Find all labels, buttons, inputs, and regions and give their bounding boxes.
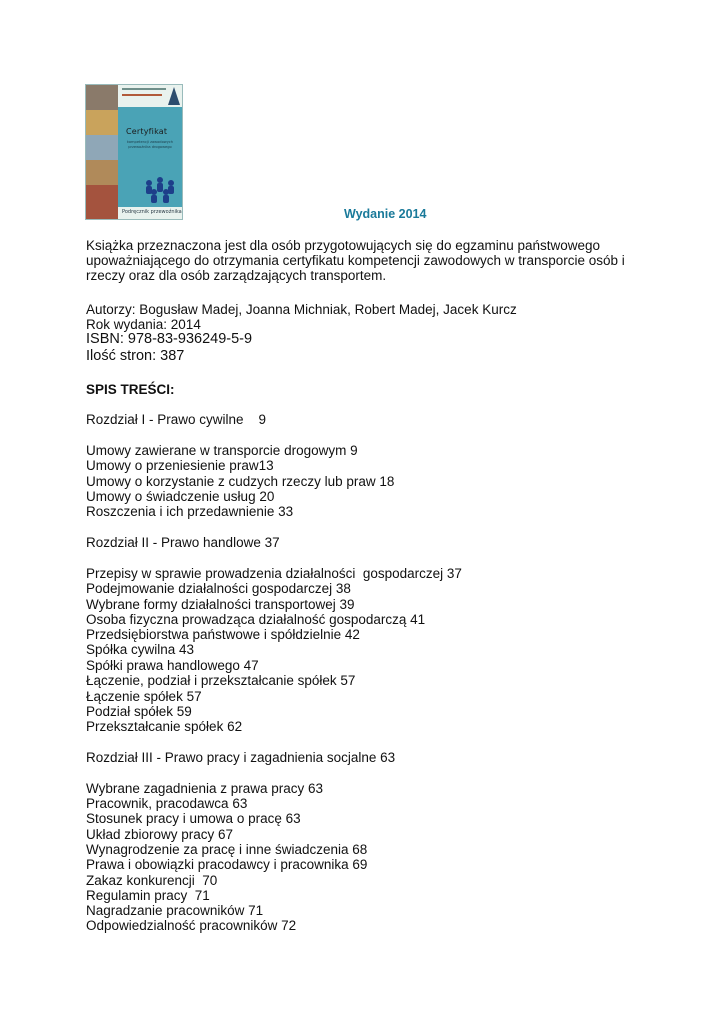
page-count: Ilość stron: 387 [86, 348, 185, 364]
toc-item: Przedsiębiorstwa państwowe i spółdzielnie 42 [86, 627, 360, 642]
toc-item: Spółka cywilna 43 [86, 642, 195, 657]
toc-title: SPIS TREŚCI: [86, 382, 175, 397]
toc-item: Odpowiedzialność pracowników 72 [86, 918, 297, 933]
toc-item: Stosunek pracy i umowa o pracę 63 [86, 811, 301, 826]
isbn: ISBN: 978-83-936249-5-9 [86, 331, 253, 347]
publication-year: Rok wydania: 2014 [86, 317, 201, 332]
cover-photo-strip [86, 185, 118, 219]
toc-item: Łączenie spółek 57 [86, 689, 202, 704]
cover-subtitle: kompetencji zawodowych przewoźnika drogowego [126, 140, 174, 149]
cover-footer-label: Podręcznik przewoźnika [122, 209, 182, 215]
chapter-title: Rozdział II - Prawo handlowe 37 [86, 535, 280, 550]
cover-publisher-line [122, 88, 166, 90]
toc-item: Wybrane zagadnienia z prawa pracy 63 [86, 781, 324, 796]
toc-item: Przepisy w sprawie prowadzenia działalności gospodarczej 37 [86, 566, 462, 581]
cover-publisher-line [122, 94, 162, 96]
toc-item: Łączenie, podział i przekształcanie spółek 57 [86, 673, 356, 688]
toc-item: Układ zbiorowy pracy 67 [86, 827, 234, 842]
cover-footer-band [118, 207, 182, 219]
description-line: upoważniającego do otrzymania certyfikatu kompetencji zawodowych w transporcie osób i [86, 253, 625, 268]
toc-item: Wybrane formy działalności transportowej 39 [86, 597, 355, 612]
toc-item: Wynagrodzenie za pracę i inne świadczenia 68 [86, 842, 368, 857]
toc-item: Roszczenia i ich przedawnienie 33 [86, 504, 294, 519]
toc-item: Przekształcanie spółek 62 [86, 719, 243, 734]
toc-item: Prawa i obowiązki pracodawcy i pracownika 69 [86, 857, 368, 872]
toc-item: Nagradzanie pracowników 71 [86, 903, 264, 918]
toc-item: Spółki prawa handlowego 47 [86, 658, 259, 673]
cover-title: Certyfikat [126, 127, 168, 136]
toc-item: Umowy o korzystanie z cudzych rzeczy lub praw 18 [86, 474, 395, 489]
chapter-title: Rozdział I - Prawo cywilne 9 [86, 412, 267, 427]
chapter-title: Rozdział III - Prawo pracy i zagadnienia socjalne 63 [86, 750, 396, 765]
toc-item: Pracownik, pracodawca 63 [86, 796, 248, 811]
description-line: Książka przeznaczona jest dla osób przygotowujących się do egzaminu państwowego [86, 238, 601, 253]
authors: Autorzy: Bogusław Madej, Joanna Michniak, Robert Madej, Jacek Kurcz [86, 302, 517, 317]
description-line: rzeczy oraz dla osób zarządzających transportem. [86, 268, 387, 283]
toc-item: Umowy zawierane w transporcie drogowym 9 [86, 443, 358, 458]
cover-photo-strip [86, 135, 118, 160]
toc-item: Zakaz konkurencji 70 [86, 873, 218, 888]
cover-photo-strip [86, 110, 118, 135]
book-cover-image [86, 85, 182, 219]
cover-photo-strip [86, 85, 118, 110]
cover-photo-strip [86, 160, 118, 185]
toc-item: Podejmowanie działalności gospodarczej 38 [86, 581, 351, 596]
edition-label: Wydanie 2014 [344, 207, 427, 221]
toc-item: Osoba fizyczna prowadząca działalność gospodarczą 41 [86, 612, 426, 627]
toc-item: Umowy o przeniesienie praw13 [86, 458, 274, 473]
toc-item: Podział spółek 59 [86, 704, 192, 719]
toc-item: Regulamin pracy 71 [86, 888, 210, 903]
toc-item: Umowy o świadczenie usług 20 [86, 489, 275, 504]
people-icon [141, 175, 179, 205]
